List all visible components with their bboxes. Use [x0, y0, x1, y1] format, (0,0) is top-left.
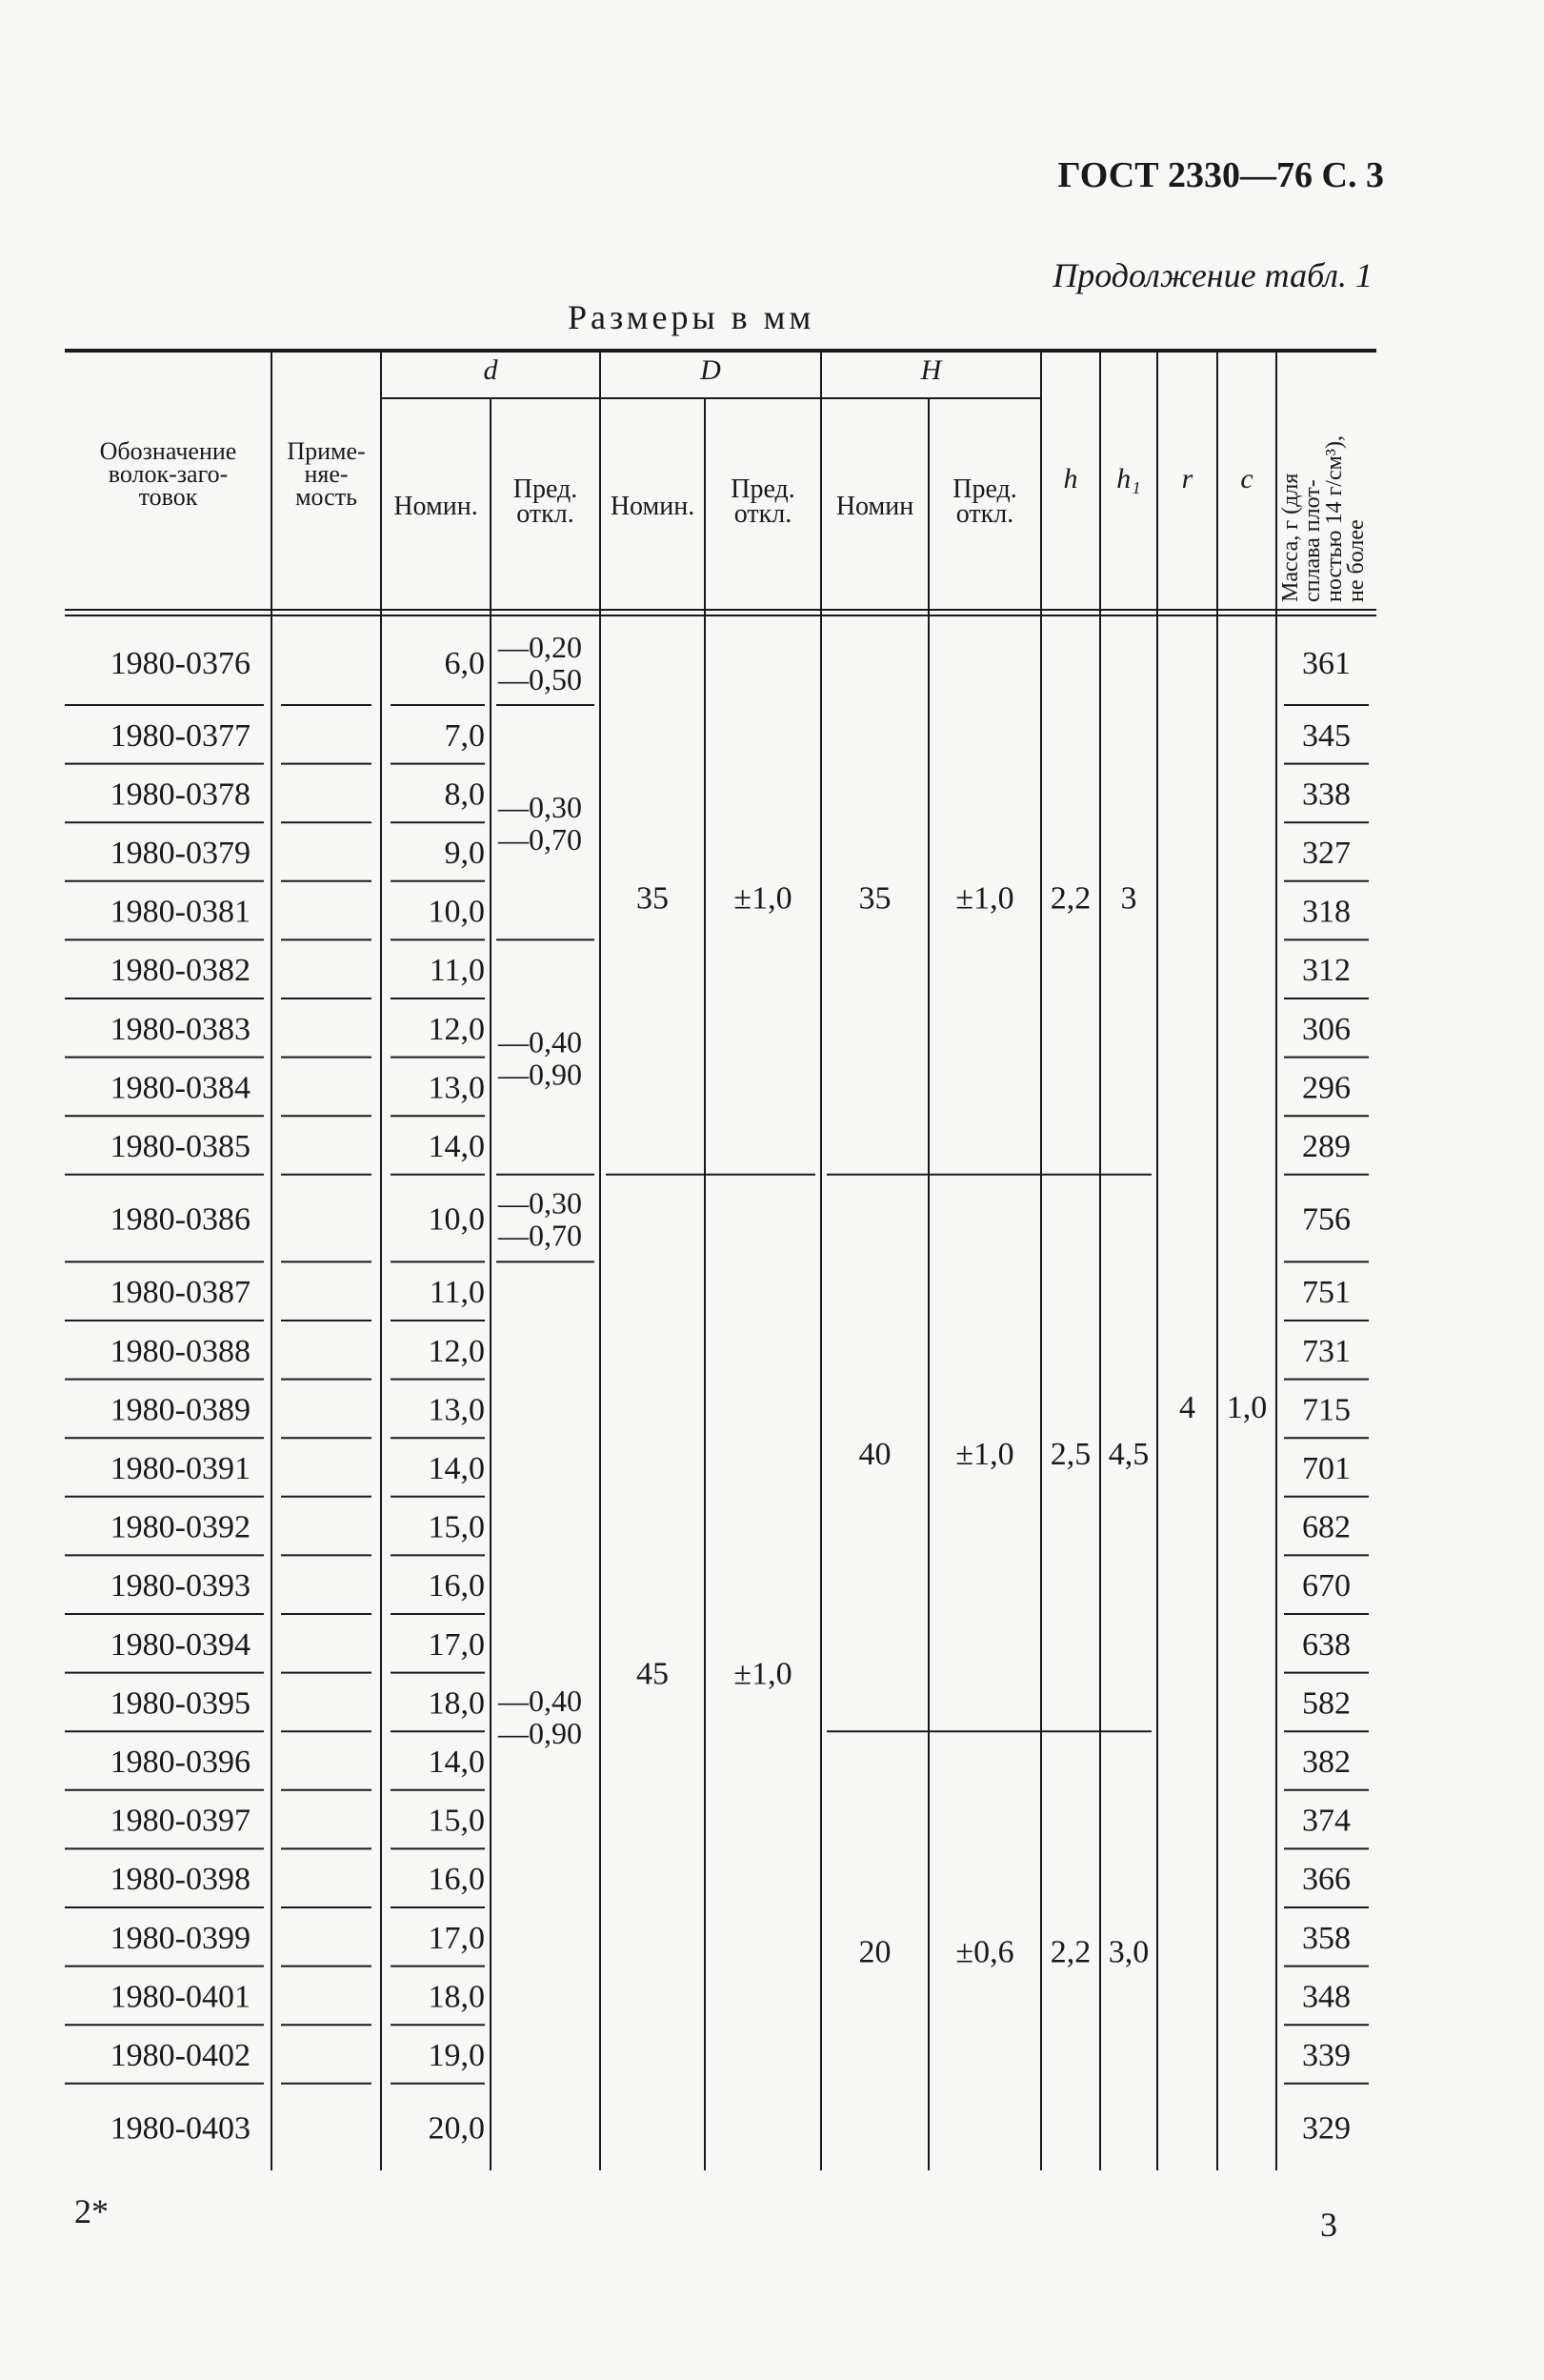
header-designation: товок [138, 483, 198, 511]
row-d-deviation: —0,90 [498, 1716, 582, 1751]
row-designation: 1980-0386 [110, 1201, 251, 1238]
row-d-nominal: 16,0 [428, 1568, 485, 1604]
row-d-nominal: 11,0 [429, 953, 485, 989]
row-designation: 1980-0403 [110, 2110, 251, 2147]
header-deviation: Пред. [952, 474, 1017, 504]
row-mass: 348 [1302, 1979, 1351, 2015]
row-d-nominal: 12,0 [428, 1333, 485, 1369]
row-d-deviation: —0,90 [498, 1057, 582, 1092]
row-d-nominal: 14,0 [428, 1745, 485, 1780]
row-d-deviation: —0,70 [498, 822, 582, 857]
row-d-deviation: —0,30 [498, 1185, 582, 1220]
row-d-nominal: 10,0 [428, 894, 485, 930]
row-d-nominal: 20,0 [428, 2110, 485, 2147]
header-mass: ностью 14 г/см³), [1322, 435, 1347, 602]
header-designation: волок-заго- [108, 460, 229, 488]
row-designation: 1980-0384 [110, 1070, 251, 1106]
row-D-deviation: ±1,0 [733, 1656, 792, 1692]
row-mass: 296 [1302, 1070, 1351, 1106]
row-r: 4 [1179, 1390, 1195, 1425]
row-mass: 306 [1302, 1011, 1351, 1047]
row-d-deviation: —0,50 [498, 662, 582, 696]
row-mass: 358 [1302, 1920, 1351, 1956]
row-designation: 1980-0385 [110, 1129, 251, 1164]
row-mass: 701 [1302, 1451, 1351, 1486]
header-mass: Масса, г (для [1278, 473, 1303, 602]
row-h1: 4,5 [1108, 1437, 1150, 1472]
table-continuation-note: Продолжение табл. 1 [1053, 256, 1373, 294]
row-mass: 361 [1302, 646, 1351, 681]
header-c: c [1240, 463, 1253, 494]
row-H-nominal: 35 [858, 880, 892, 917]
row-designation: 1980-0398 [110, 1862, 251, 1898]
row-D-deviation: ±1,0 [733, 880, 792, 917]
row-H-deviation: ±1,0 [955, 1437, 1014, 1472]
row-d-deviation: —0,20 [498, 630, 582, 664]
row-d-nominal: 12,0 [428, 1011, 485, 1047]
row-designation: 1980-0377 [110, 717, 251, 754]
row-h1: 3 [1120, 880, 1137, 917]
footer-page-number: 3 [1320, 2206, 1337, 2244]
row-mass: 382 [1302, 1745, 1351, 1780]
row-mass: 374 [1302, 1803, 1351, 1839]
page-header: ГОСТ 2330—76 С. 3 [1057, 155, 1384, 195]
row-h: 2,2 [1050, 1934, 1092, 1970]
row-designation: 1980-0389 [110, 1392, 251, 1428]
row-mass: 338 [1302, 777, 1351, 813]
row-h1: 3,0 [1108, 1934, 1150, 1970]
row-mass: 715 [1302, 1392, 1351, 1428]
row-designation: 1980-0399 [110, 1920, 251, 1956]
row-d-nominal: 14,0 [428, 1451, 485, 1486]
row-designation: 1980-0401 [110, 1979, 251, 2015]
header-designation: Обозначение [99, 437, 237, 465]
header-applicability: няе- [304, 460, 349, 488]
row-d-nominal: 13,0 [428, 1070, 485, 1106]
row-designation: 1980-0383 [110, 1011, 251, 1047]
row-designation: 1980-0381 [110, 894, 251, 930]
row-d-nominal: 16,0 [428, 1862, 485, 1898]
row-d-nominal: 18,0 [428, 1979, 485, 2015]
row-mass: 312 [1302, 953, 1351, 989]
row-designation: 1980-0394 [110, 1626, 251, 1663]
row-designation: 1980-0378 [110, 777, 251, 813]
header-D: D [700, 354, 721, 386]
row-designation: 1980-0393 [110, 1568, 251, 1604]
row-d-nominal: 17,0 [428, 1920, 485, 1956]
row-D-nominal: 35 [636, 880, 669, 917]
row-designation: 1980-0376 [110, 646, 251, 681]
row-designation: 1980-0388 [110, 1333, 251, 1369]
header-applicability: Приме- [287, 437, 366, 465]
row-H-nominal: 20 [858, 1934, 892, 1970]
header-deviation: откл. [733, 499, 792, 529]
row-d-nominal: 17,0 [428, 1626, 485, 1663]
row-h: 2,2 [1050, 880, 1092, 917]
row-d-nominal: 18,0 [428, 1685, 485, 1722]
row-designation: 1980-0392 [110, 1509, 251, 1545]
row-d-nominal: 19,0 [428, 2038, 485, 2073]
row-d-nominal: 10,0 [428, 1201, 485, 1238]
row-d-deviation: —0,40 [498, 1684, 582, 1719]
row-d-nominal: 11,0 [429, 1275, 485, 1311]
header-r: r [1181, 463, 1193, 494]
row-d-nominal: 8,0 [444, 777, 485, 813]
header-nominal: Номин. [610, 492, 695, 521]
row-mass: 339 [1302, 2038, 1351, 2073]
row-d-nominal: 7,0 [444, 717, 485, 754]
row-D-nominal: 45 [636, 1656, 669, 1692]
row-mass: 682 [1302, 1509, 1351, 1545]
header-deviation: Пред. [512, 474, 578, 504]
row-H-nominal: 40 [858, 1437, 892, 1472]
row-designation: 1980-0396 [110, 1745, 251, 1780]
header-applicability: мость [295, 483, 357, 511]
row-d-nominal: 9,0 [444, 836, 485, 871]
header-mass: сплава плот- [1300, 479, 1325, 602]
row-mass: 751 [1302, 1275, 1351, 1311]
row-h: 2,5 [1050, 1437, 1092, 1472]
header-H: H [920, 354, 942, 386]
row-H-deviation: ±1,0 [955, 880, 1014, 917]
header-d: d [483, 354, 498, 386]
header-h: h [1063, 463, 1078, 494]
row-mass: 366 [1302, 1862, 1351, 1898]
row-mass: 756 [1302, 1201, 1351, 1238]
header-h1: h₁ [1116, 463, 1141, 494]
row-c: 1,0 [1226, 1390, 1268, 1425]
row-mass: 289 [1302, 1129, 1351, 1164]
row-mass: 638 [1302, 1626, 1351, 1663]
row-mass: 327 [1302, 836, 1351, 871]
header-deviation: откл. [955, 499, 1014, 529]
row-designation: 1980-0395 [110, 1685, 251, 1722]
row-designation: 1980-0387 [110, 1275, 251, 1311]
row-d-nominal: 14,0 [428, 1129, 485, 1164]
row-d-nominal: 6,0 [444, 646, 485, 681]
row-d-nominal: 15,0 [428, 1509, 485, 1545]
header-nominal: Номин [835, 492, 914, 521]
row-designation: 1980-0402 [110, 2038, 251, 2073]
row-designation: 1980-0391 [110, 1451, 251, 1486]
row-d-deviation: —0,40 [498, 1024, 582, 1059]
row-designation: 1980-0397 [110, 1803, 251, 1839]
row-d-deviation: —0,70 [498, 1218, 582, 1253]
row-d-deviation: —0,30 [498, 790, 582, 825]
row-designation: 1980-0382 [110, 953, 251, 989]
row-H-deviation: ±0,6 [955, 1934, 1014, 1970]
row-d-nominal: 13,0 [428, 1392, 485, 1428]
footer-signature-mark: 2* [74, 2192, 109, 2230]
row-mass: 582 [1302, 1685, 1351, 1722]
row-d-nominal: 15,0 [428, 1803, 485, 1839]
header-nominal: Номин. [393, 492, 478, 521]
row-designation: 1980-0379 [110, 836, 251, 871]
row-mass: 670 [1302, 1568, 1351, 1604]
row-mass: 345 [1302, 717, 1351, 754]
header-mass: не более [1344, 519, 1369, 602]
header-deviation: откл. [516, 499, 574, 529]
row-mass: 731 [1302, 1333, 1351, 1369]
units-caption: Размеры в мм [568, 298, 815, 336]
row-mass: 318 [1302, 894, 1351, 930]
header-deviation: Пред. [731, 474, 795, 504]
row-mass: 329 [1302, 2110, 1351, 2147]
